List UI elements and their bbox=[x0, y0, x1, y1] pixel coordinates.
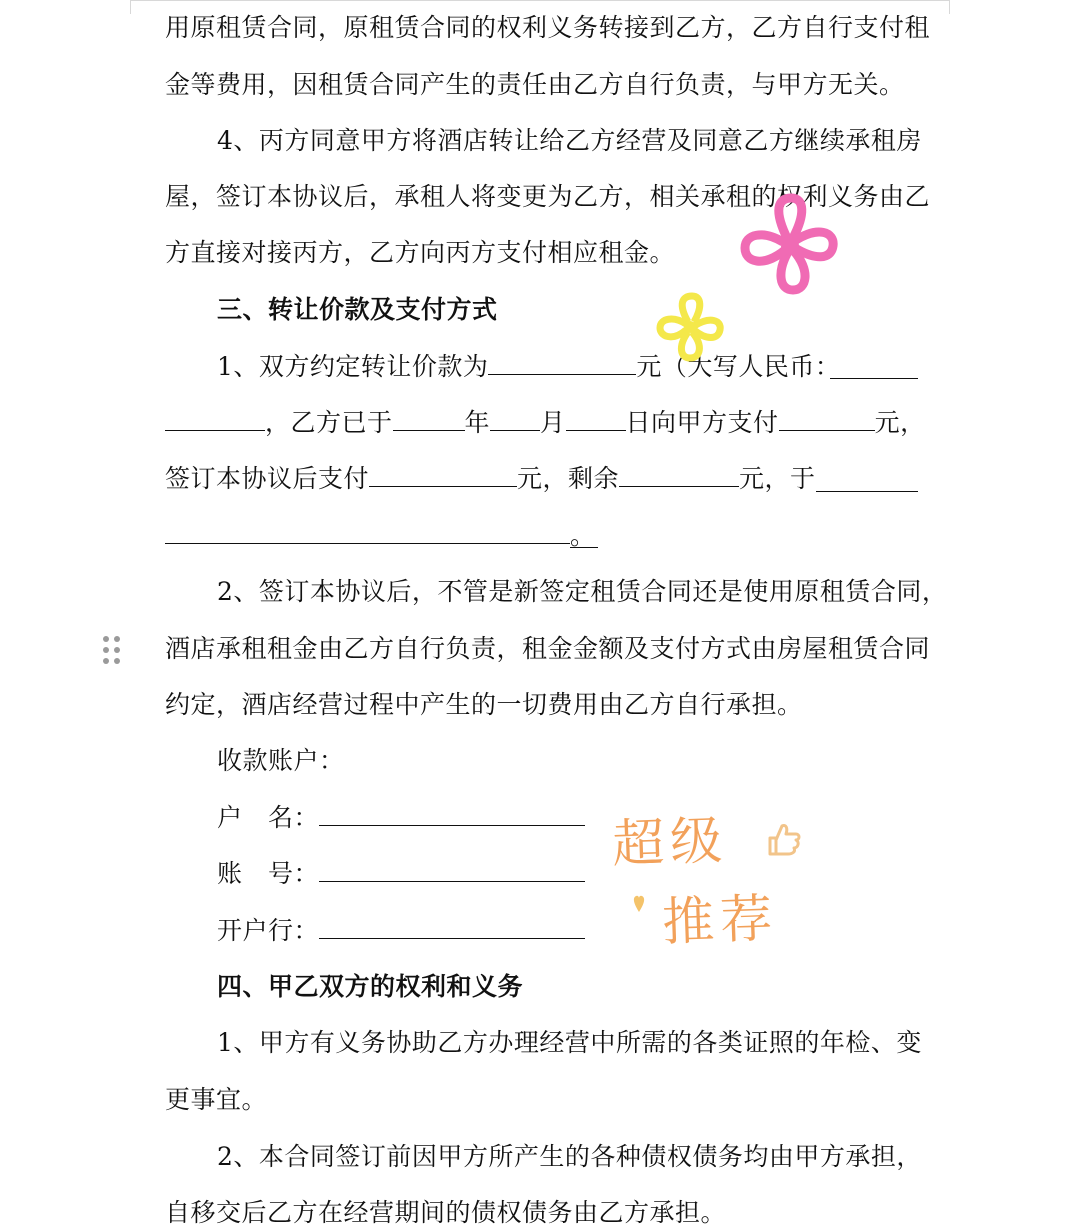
price-capital-blank[interactable] bbox=[830, 378, 918, 379]
year-blank[interactable] bbox=[393, 408, 465, 431]
clause-line bbox=[165, 408, 926, 438]
paragraph-line: 金等费用，因租赁合同产生的责任由乙方自行负责，与甲方无关。 bbox=[165, 70, 905, 99]
clause-line bbox=[165, 464, 816, 494]
paragraph-line: 2、签订本协议后，不管是新签定租赁合同还是使用原租赁合同， bbox=[217, 577, 948, 606]
account-number-label: 账 号： bbox=[217, 859, 320, 888]
section-3-heading: 三、转让价款及支付方式 bbox=[217, 295, 498, 324]
account-bank-label: 开户行： bbox=[217, 916, 320, 945]
paragraph-line: 用原租赁合同，原租赁合同的权利义务转接到乙方，乙方自行支付租 bbox=[165, 13, 931, 42]
handwriting-overlay-line1: 超级 bbox=[611, 810, 730, 876]
clause-line bbox=[217, 352, 840, 382]
after-sign-amount-blank[interactable] bbox=[369, 464, 517, 487]
account-name-blank[interactable] bbox=[319, 803, 585, 826]
account-number-blank[interactable] bbox=[319, 859, 585, 882]
clause-text: 元（大写人民币： bbox=[636, 352, 841, 381]
account-number-row bbox=[217, 859, 585, 889]
paragraph-line: 2、本合同签订前因甲方所产生的各种债权债务均由甲方承担， bbox=[217, 1142, 922, 1171]
account-bank-blank[interactable] bbox=[319, 916, 585, 939]
account-name-label: 户 名： bbox=[217, 803, 320, 832]
paragraph-line: 酒店承租租金由乙方自行负责，租金金额及支付方式由房屋租赁合同 bbox=[165, 634, 931, 663]
yellow-flower-sticker-icon bbox=[652, 290, 728, 366]
drag-handle-icon[interactable] bbox=[103, 636, 121, 666]
page-right-edge bbox=[949, 0, 950, 14]
blank-end bbox=[570, 547, 598, 548]
pink-flower-sticker-icon bbox=[733, 190, 843, 302]
clause-text: 年 bbox=[464, 408, 491, 437]
clause-text: 日向甲方支付 bbox=[625, 408, 779, 437]
clause-text: 元， bbox=[874, 408, 926, 437]
day-blank[interactable] bbox=[566, 408, 626, 431]
account-name-row bbox=[217, 803, 585, 833]
clause-text: 。 bbox=[570, 521, 596, 550]
paragraph-line: 方直接对接丙方，乙方向丙方支付相应租金。 bbox=[165, 238, 676, 267]
heart-doodle-icon bbox=[632, 890, 646, 914]
thumbs-up-doodle-icon bbox=[764, 820, 804, 860]
paragraph-line: 更事宜。 bbox=[165, 1085, 268, 1114]
month-blank[interactable] bbox=[490, 408, 540, 431]
clause-text: 1、双方约定转让价款为 bbox=[217, 352, 489, 381]
account-label: 收款账户： bbox=[217, 746, 345, 775]
remaining-amount-blank[interactable] bbox=[619, 464, 739, 487]
clause-text: 签订本协议后支付 bbox=[165, 464, 370, 493]
remaining-date-blank[interactable] bbox=[816, 491, 918, 492]
account-bank-row bbox=[217, 916, 585, 946]
clause-line bbox=[165, 521, 596, 551]
price-capital-blank-cont[interactable] bbox=[165, 408, 265, 431]
clause-text: 元，剩余 bbox=[517, 464, 620, 493]
paragraph-line: 约定，酒店经营过程中产生的一切费用由乙方自行承担。 bbox=[165, 690, 803, 719]
paragraph-line: 4、丙方同意甲方将酒店转让给乙方经营及同意乙方继续承租房 bbox=[217, 126, 922, 155]
clause-text: 月 bbox=[540, 408, 566, 437]
handwriting-overlay-line2: 推荐 bbox=[661, 888, 780, 954]
section-4-heading: 四、甲乙双方的权利和义务 bbox=[217, 972, 524, 1001]
paragraph-line: 1、甲方有义务协助乙方办理经营中所需的各类证照的年检、变 bbox=[217, 1028, 922, 1057]
price-blank[interactable] bbox=[488, 352, 636, 375]
remaining-date-blank-cont[interactable] bbox=[165, 521, 570, 544]
paragraph-line: 自移交后乙方在经营期间的债权债务由乙方承担。 bbox=[165, 1198, 727, 1227]
clause-text: 元，于 bbox=[739, 464, 816, 493]
page-top-edge bbox=[130, 0, 950, 1]
paragraph-line: 屋，签订本协议后，承租人将变更为乙方，相关承租的权利义务由乙 bbox=[165, 182, 931, 211]
page-left-edge bbox=[130, 0, 131, 14]
clause-text: ，乙方已于 bbox=[265, 408, 393, 437]
paid-amount-blank[interactable] bbox=[779, 408, 875, 431]
